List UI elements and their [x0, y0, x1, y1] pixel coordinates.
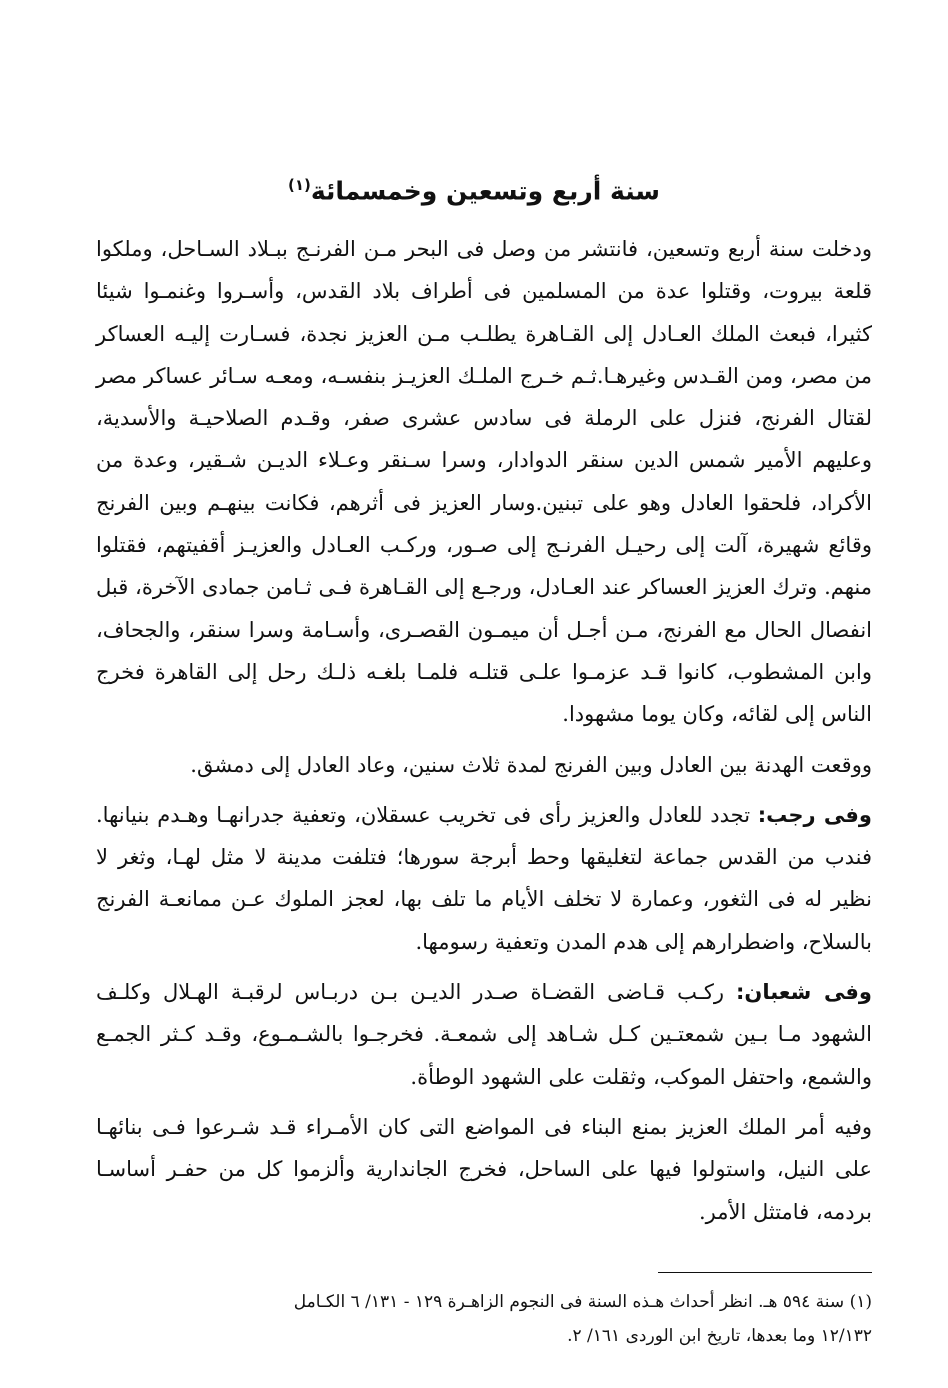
- footnote-line-1: (١) سنة ٥٩٤ هـ. انظر أحداث هـذه السنة فى النجوم الزاهـرة ١٢٩ - ١٣١/ ٦ الكـامل: [293, 1292, 872, 1312]
- paragraph-3-lead: وفى رجب:: [757, 802, 872, 827]
- title-text: سنة أربع وتسعين وخمسمائة: [310, 176, 660, 206]
- paragraph-3-text: تجدد للعادل والعزيز رأى فى تخريب عسقلان، وتعفية جدرانهـا وهـدم بنيانها. فندب من القدس جماعة لتغليقها وحط أبرجة سورها؛ فتلفت مدينة لا مثل لهـا، وثغر لا نظير له فى الثغور، وعمارة لا تخلف الأيام ما تلف بها، لعجز الملوك عـن ممانعـة الفرنج بالسلاح، واضطرارهم إلى هدم المدن وتعفية رسومها.: [96, 802, 872, 954]
- main-text: [96, 228, 872, 1233]
- page-title: [110, 160, 838, 210]
- paragraph-5: [96, 1106, 872, 1233]
- paragraph-2: [96, 744, 872, 786]
- paragraph-4-lead: وفى شعبان:: [736, 980, 872, 1005]
- footnote-separator: [658, 1272, 872, 1273]
- paragraph-1: [96, 228, 872, 736]
- paragraph-5-text: وفيه أمر الملك العزيز بمنع البناء فى المواضع التى كان الأمـراء قـد شـرعوا فـى بنائهـا على النيل، واستولوا فيها على الساحل، فخرج الجاندارية وألزموا كل من حفـر أساسـا بردمه، فامتثل الأمر.: [96, 1114, 872, 1224]
- footnote-marker: (١): [288, 176, 311, 194]
- footnotes: [96, 1285, 872, 1353]
- paragraph-4: [96, 971, 872, 1098]
- footnote-line-2: ١٢/١٣٢ وما بعدها، تاريخ ابن الوردى ١٦١/ ٢.: [567, 1326, 872, 1346]
- paragraph-4-text: ركـب قـاضى القضـاة صـدر الديـن بـن دربـاس لرقبـة الهـلال وكلـف الشهود مـا بـين شمعتـين كـل شـاهد إلى شمعـة. فخرجـوا بالشـمـوع، وقـد كـثر الجمـع والشمع، واحتفل الموكب، وثقلت على الشهود الوطأة.: [96, 980, 872, 1089]
- paragraph-1-text: ودخلت سنة أربع وتسعين، فانتشر من وصل فى البحر مـن الفرنـج ببـلاد السـاحل، وملكوا قلعة بيروت، وقتلوا عدة من المسلمين فى أطراف بلاد القدس، وأسـروا وغنمـوا شيئا كثيرا، فبعث الملك العـادل إلى القـاهرة يطلـب مـن العزيز نجدة، فسـارت إليـه العساكر من مصر، ومن القـدس وغيرهـا.ثـم خـرج الملـك العزيـز بنفسـه، ومعـه سـائر عساكر مصر لقتال الفرنج، فنزل على الرملة فى سادس عشرى صفر، وقـدم الصلاحيـة والأسدية، وعليهم الأمير شمس الدين سنقر الدوادار، وسرا سـنقر وعـلاء الديـن شـقير، وعدة من الأكراد، فلحقوا العادل وهو على تبنين.وسار العزيز فى أثرهم، فكانت بينهـم وبين الفرنج وقائع شهيرة، آلت إلى رحيـل الفرنـج إلى صـور، وركـب العـادل والعزيـز أقفيتهم، فقتلوا منهم. وترك العزيز العساكر عند العـادل، ورجـع إلى القـاهرة فـى ثـامن جمادى الآخرة، قبل انفصال الحال مع الفرنج، مـن أجـل أن ميمـون القصـرى، وأسـامة وسرا سنقر، والجحاف، وابن المشطوب، كانوا قـد عزمـوا علـى قتلـه فلمـا بلغـه ذلـك رحل إلى القاهرة فخرج الناس إلى لقائه، وكان يوما مشهودا.: [96, 237, 872, 727]
- paragraph-3: [96, 794, 872, 963]
- paragraph-2-text: ووقعت الهدنة بين العادل وبين الفرنج لمدة ثلاث سنين، وعاد العادل إلى دمشق.: [190, 752, 872, 777]
